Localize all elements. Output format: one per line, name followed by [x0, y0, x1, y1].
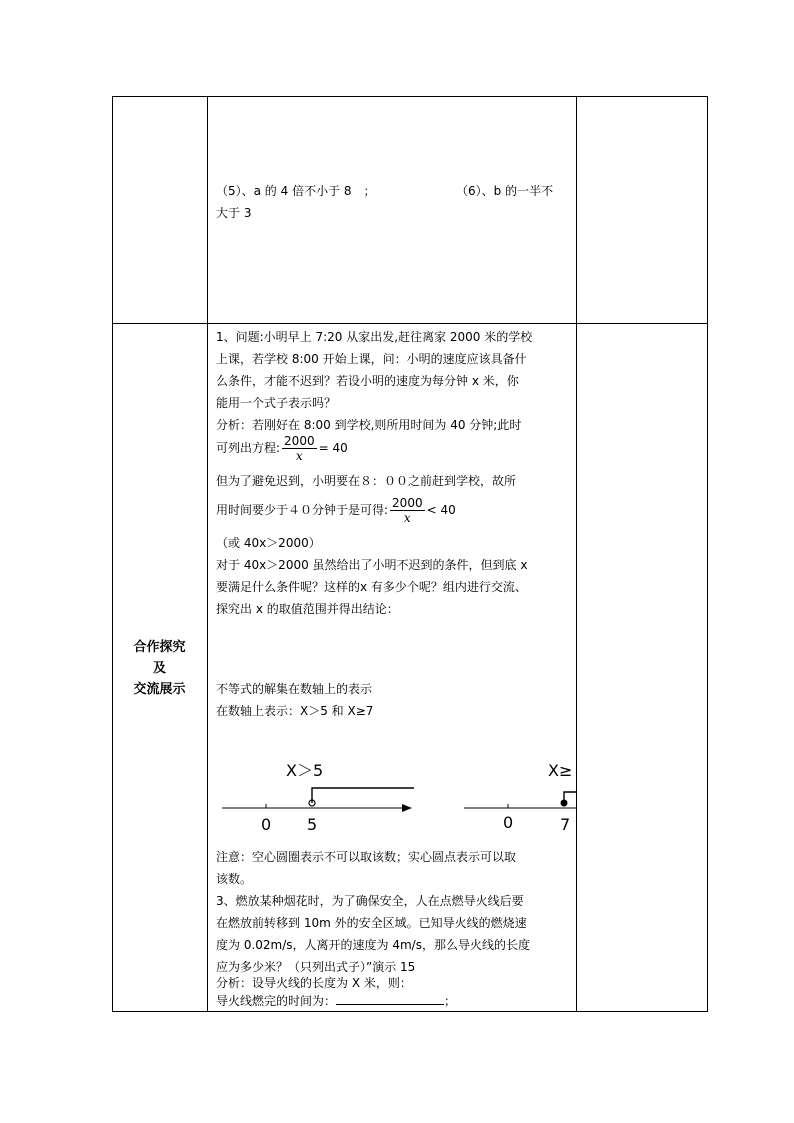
problem1-line1: 1、问题:小明早上 7:20 从家出发,赶往离家 2000 米的学校 — [216, 330, 533, 344]
eq1-denominator: x — [295, 449, 303, 463]
number-line-intro: 在数轴上表示：X＞5 和 X≥7 — [216, 704, 374, 718]
table-divider-col2 — [576, 96, 577, 1012]
note-line1: 注意：空心圆圈表示不可以取该数；实心圆点表示可以取 — [216, 850, 517, 864]
problem3-line3: 度为 0.02m/s，人离开的速度为 4m/s，那么导火线的长度 — [216, 938, 530, 952]
eq1-rest: = 40 — [318, 441, 348, 455]
eq2-denominator: x — [403, 511, 411, 525]
eq2-fraction — [390, 496, 425, 525]
avoid-late-line: 但为了避免迟到，小明要在８：００之前赶到学校，故所 — [216, 474, 517, 488]
problem1-line4: 能用一个式子表示吗？ — [216, 396, 337, 410]
axis2-zero-label: 0 — [503, 813, 514, 832]
axis1-solution-ray — [312, 788, 414, 803]
row1-line2: 大于 3 — [216, 206, 252, 220]
table-border-left — [112, 96, 113, 1012]
eq1-fraction — [282, 434, 317, 463]
eq1-numerator: 2000 — [284, 434, 315, 448]
problem3-line4: 应为多少米？（只列出式子）”演示 15 — [216, 960, 416, 974]
equation-1 — [216, 434, 348, 463]
axis1-point-label: 5 — [307, 815, 318, 834]
analysis-line: 分析：若刚好在 8:00 到学校,则所用时间为 40 分钟;此时 — [216, 418, 522, 432]
row1-line1a: （5）、a 的 4 倍不小于 8 ； — [216, 184, 376, 198]
question-line1: 对于 40x＞2000 虽然给出了小明不迟到的条件，但到底 x — [216, 558, 528, 572]
row1-line1b: （6）、b 的一半不 — [456, 184, 554, 198]
label-line3: 交流展示 — [133, 682, 186, 697]
question-line3: 探究出 x 的取值范围并得出结论： — [216, 602, 399, 616]
label-line2: 及 — [152, 661, 166, 676]
burn-time-prefix: 导火线燃完的时间为： — [216, 994, 337, 1008]
question-line2: 要满足什么条件呢？这样的x 有多少个呢？组内进行交流、 — [216, 580, 527, 594]
label-line1: 合作探究 — [133, 640, 186, 655]
burn-time-line — [216, 990, 456, 1012]
answer-blank[interactable] — [336, 992, 444, 1005]
equation-2 — [216, 496, 456, 525]
number-line-figure — [208, 746, 576, 846]
axis1-arrow — [402, 804, 412, 812]
table-border-top — [112, 96, 708, 97]
axis2-label: X≥ — [548, 761, 573, 780]
eq2-rest: < 40 — [426, 503, 456, 517]
problem3-line1: 3、燃放某种烟花时，为了确保安全，人在点燃导火线后要 — [216, 894, 524, 908]
note-line2: 该数。 — [216, 872, 253, 886]
problem3-line5: 分析：设导火线的长度为 X 米，则： — [216, 976, 412, 990]
axis2-point-label: 7 — [560, 815, 571, 834]
axis1-zero-label: 0 — [261, 815, 272, 834]
row2-label — [112, 637, 207, 700]
table-row-divider — [112, 323, 708, 324]
eq2-numerator: 2000 — [392, 496, 423, 510]
eq1-prefix: 可列出方程: — [216, 441, 281, 455]
solution-title: 不等式的解集在数轴上的表示 — [216, 682, 373, 696]
problem3-line2: 在燃放前转移到 10m 外的安全区域。已知导火线的燃烧速 — [216, 916, 527, 930]
table-divider-col1 — [207, 96, 208, 1012]
eq2-prefix: 用时间要少于４０分钟于是可得: — [216, 503, 389, 517]
lesson-table — [112, 96, 708, 1012]
table-border-right — [707, 96, 708, 1012]
or-line: （或 40x＞2000） — [216, 536, 321, 550]
burn-time-suffix: ； — [444, 994, 457, 1008]
problem1-line3: 么条件，才能不迟到？若设小明的速度为每分钟 x 米，你 — [216, 374, 519, 388]
axis1-label: X＞5 — [286, 761, 324, 780]
problem1-line2: 上课，若学校 8:00 开始上课，问：小明的速度应该具备什 — [216, 352, 527, 366]
